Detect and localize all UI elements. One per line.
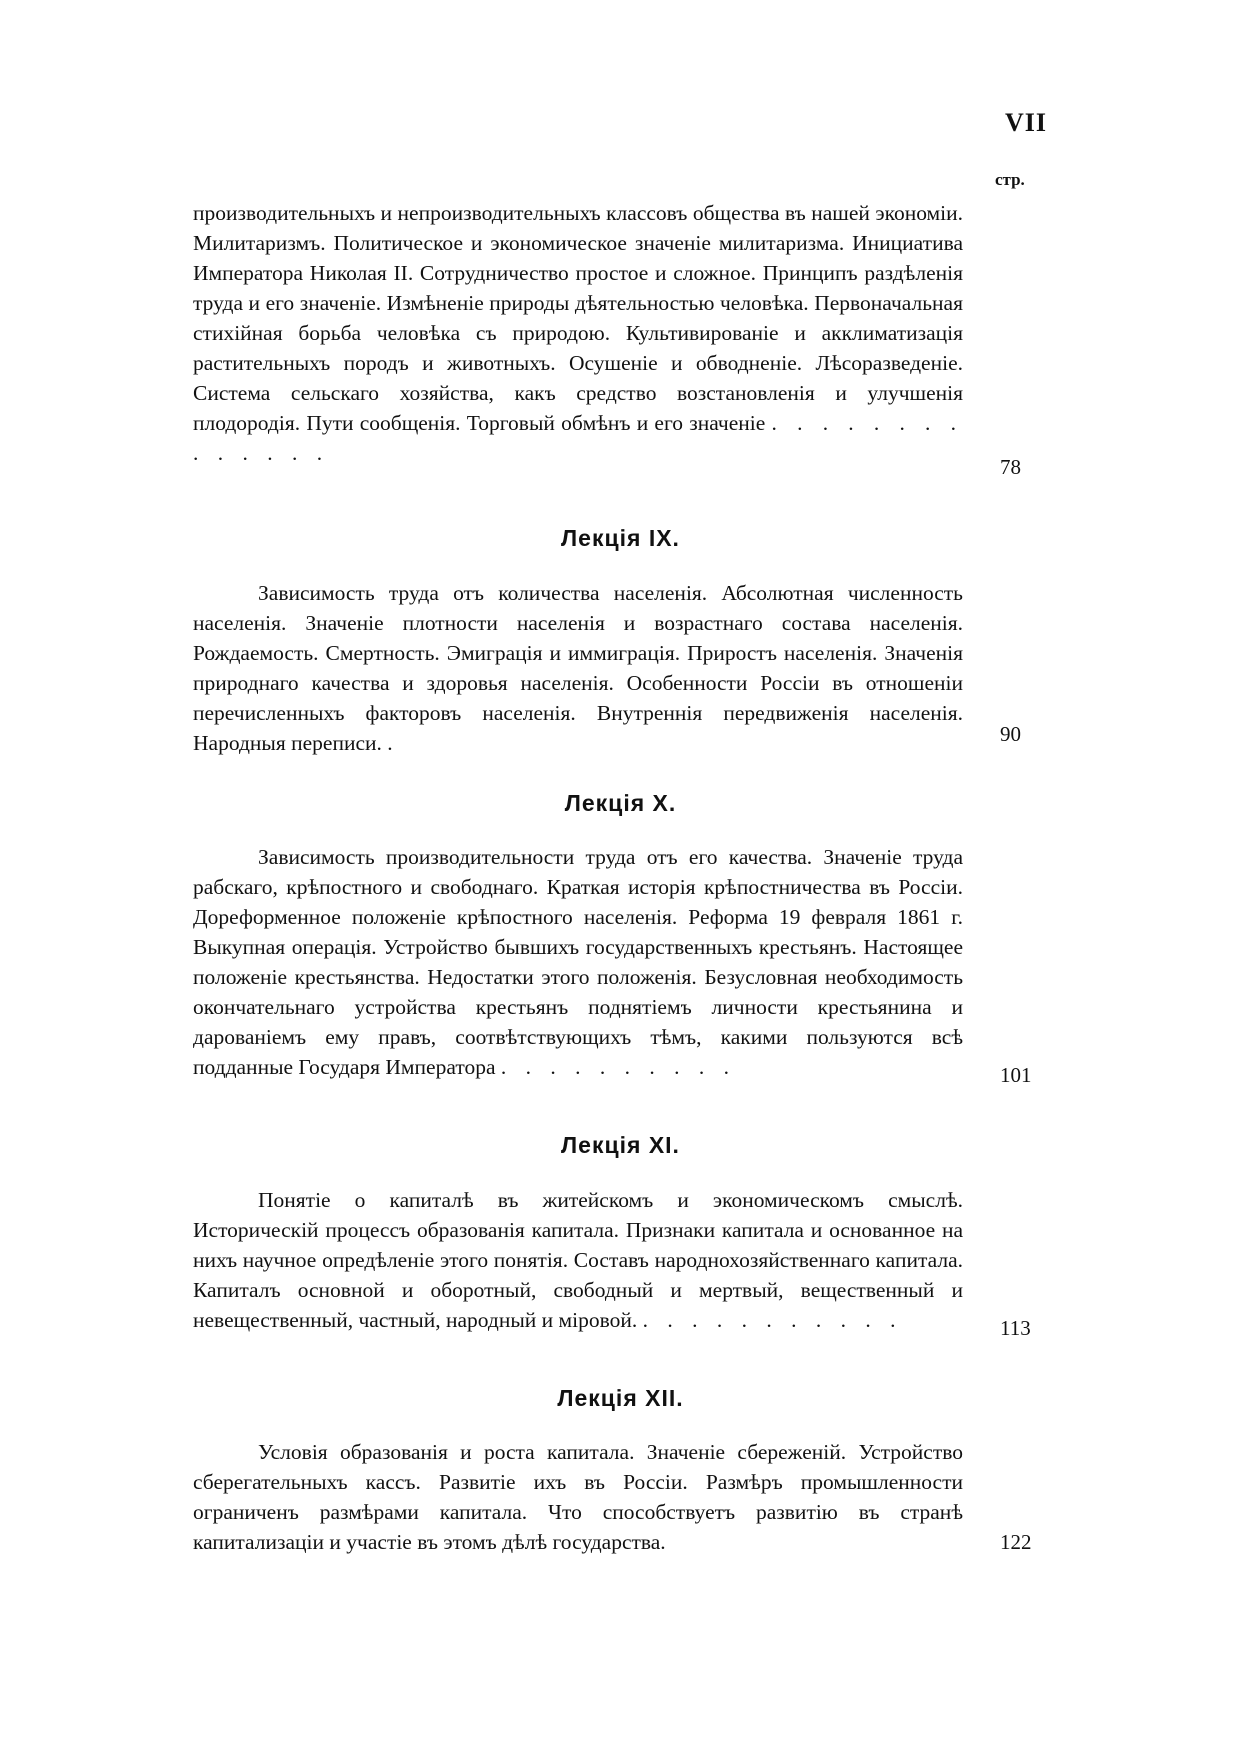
dot-leader: . . . . . . . . . . . . . . [193,411,964,465]
page-ref: 113 [1000,1316,1031,1340]
entry-text: Понятіе о капиталѣ въ житейскомъ и экономическомъ смыслѣ. Историческій процессъ образованія капитала. Признаки капитала и основанное на нихъ научное опредѣленіе этого понятія. Составъ народнохозяйственнаго капитала. Капиталъ основной и оборотный, свободный и мертвый, вещественный и невещественный, частный, народный и міровой. [193,1188,963,1332]
toc-entry-continuation [193,198,963,468]
toc-entry [193,1185,963,1335]
page-ref: 78 [1000,455,1021,479]
page-ref: 122 [1000,1530,1032,1554]
lecture-heading: Лекція X. [564,790,677,816]
entry-text: Условія образованія и роста капитала. Значеніе сбереженій. Устройство сберегательныхъ кассъ. Развитіе ихъ въ Россіи. Размѣръ промышленности ограниченъ размѣрами капитала. Что способствуетъ развитію въ странѣ капитализаціи и участіе въ этомъ дѣлѣ государства. [193,1440,963,1554]
toc-entry [193,578,963,758]
toc-entry [193,1437,963,1557]
dot-leader: . [387,731,400,755]
entry-text: Зависимость производительности труда отъ его качества. Значеніе труда рабскаго, крѣпостного и свободнаго. Краткая исторія крѣпостничества въ Россіи. Дореформенное положеніе крѣпостного населенія. Реформа 19 февраля 1861 г. Выкупная операція. Устройство бывшихъ государственныхъ крестьянъ. Настоящее положеніе крестьянства. Недостатки этого положенія. Безусловная необходимость окончательнаго устройства крестьянъ поднятіемъ личности крестьянина и дарованіемъ ему правъ, соотвѣтствующихъ тѣмъ, какими пользуются всѣ подданные Государя Императора [193,845,963,1079]
lecture-heading: Лекція XII. [557,1385,684,1411]
dot-leader: . . . . . . . . . . . [642,1308,903,1332]
entry-text: производительныхъ и непроизводительныхъ классовъ общества въ нашей экономіи. Милитаризмъ. Политическое и экономическое значеніе милитаризма. Инициатива Императора Николая II. Сотрудничество простое и сложное. Принципъ раздѣленія труда и его значеніе. Измѣненіе природы дѣятельностью человѣка. Первоначальная стихійная борьба человѣка съ природою. Культивированіе и акклиматизація растительныхъ породъ и животныхъ. Осушеніе и обводненіе. Лѣсоразведеніе. Система сельскаго хозяйства, какъ средство возстановленія и улучшенія плодородія. Пути сообщенія. Торговый обмѣнъ и его значеніе [193,201,963,435]
page-number: VII [1005,108,1048,137]
entry-text: Зависимость труда отъ количества населенія. Абсолютная численность населенія. Значеніе плотности населенія и возрастнаго состава населенія. Рождаемость. Смертность. Эмиграція и иммиграція. Приростъ населенія. Значенія природнаго качества и здоровья населенія. Особенности Россіи въ отношеніи перечисленныхъ факторовъ населенія. Внутреннія передвиженія населенія. Народныя переписи. [193,581,963,755]
lecture-heading: Лекція XI. [561,1132,680,1158]
page-ref: 101 [1000,1063,1032,1087]
dot-leader: . . . . . . . . . . [500,1055,736,1079]
lecture-heading: Лекція IX. [561,525,680,551]
page-ref: 90 [1000,722,1021,746]
page-column-label: стр. [995,170,1025,189]
toc-entry [193,842,963,1082]
